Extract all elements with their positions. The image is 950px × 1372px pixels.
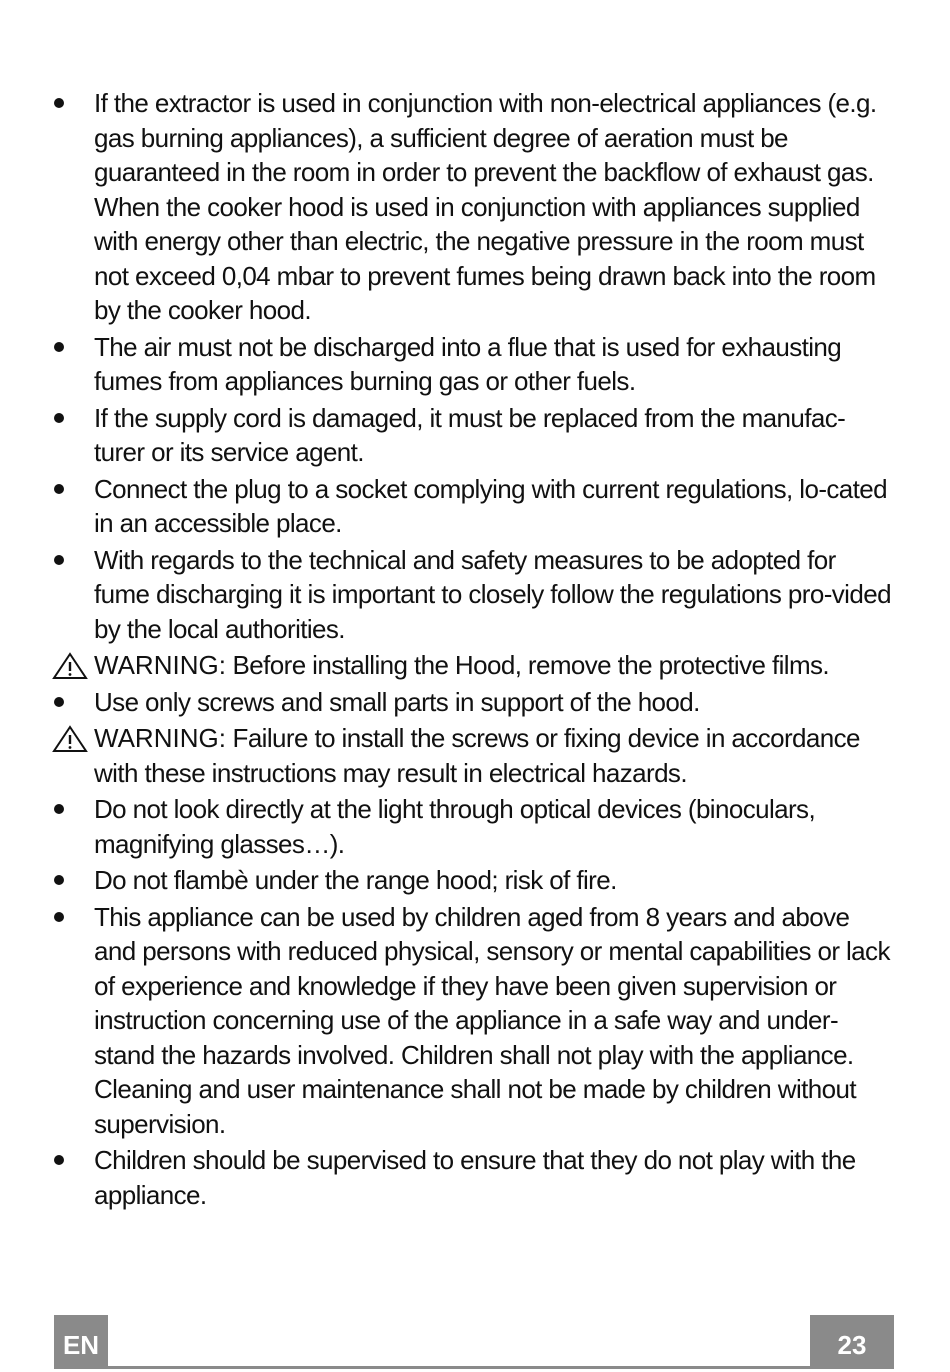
list-item: [52, 86, 892, 328]
item-text: Connect the plug to a socket complying with current regulations, lo-cated in an accessible place.: [94, 473, 887, 538]
list-item: [52, 900, 892, 1142]
item-text: Do not look directly at the light through optical devices (binoculars, magnifying glasses…).: [94, 794, 816, 859]
item-text: The air must not be discharged into a flue that is used for exhausting fumes from appliances burning gas or other fuels.: [94, 331, 842, 396]
bullet-dot-icon: [54, 555, 64, 565]
safety-instructions-list: [52, 86, 892, 1214]
list-item: [52, 792, 892, 861]
warning-label: WARNING:: [94, 650, 226, 680]
page-number: 23: [837, 1330, 867, 1360]
warning-label: WARNING:: [94, 723, 226, 753]
warning-triangle-icon: [52, 725, 88, 753]
bullet-dot-icon: [54, 1155, 64, 1165]
bullet-dot-icon: [54, 484, 64, 494]
list-item: [52, 685, 892, 720]
list-item: [52, 863, 892, 898]
list-item: [52, 401, 892, 470]
bullet-dot-icon: [54, 875, 64, 885]
warning-text: Before installing the Hood, remove the protective films.: [225, 650, 830, 680]
item-text: Children should be supervised to ensure that they do not play with the appliance.: [94, 1145, 856, 1210]
warning-triangle-icon: [52, 652, 88, 680]
warning-item: [52, 648, 892, 683]
bullet-dot-icon: [54, 342, 64, 352]
language-label: EN: [62, 1330, 100, 1360]
item-text: With regards to the technical and safety measures to be adopted for fume discharging it is important to closely follow the regulations pro-vided by the local authorities.: [94, 544, 891, 644]
warning-item: [52, 721, 892, 790]
item-text: If the supply cord is damaged, it must be replaced from the manufac-turer or its service agent.: [94, 402, 846, 467]
list-item: [52, 330, 892, 399]
item-text: Use only screws and small parts in support of the hood.: [94, 686, 700, 717]
list-item: [52, 1143, 892, 1212]
list-item: [52, 472, 892, 541]
language-badge: [54, 1315, 108, 1369]
item-text: Do not flambè under the range hood; risk of fire.: [94, 865, 617, 895]
list-item: [52, 543, 892, 647]
bullet-dot-icon: [54, 413, 64, 423]
footer-divider: [108, 1366, 810, 1369]
item-text: If the extractor is used in conjunction with non-electrical appliances (e.g. gas burning appliances), a sufficient degree of aeration must be guaranteed in the room in order to prevent the backflow of exhaust gas. When the cooker hood is used in conjunction with appliances supplied with energy other than electric, the negative pressure in the room must not exceed 0,04 mbar to prevent fumes being drawn back into the room by the cooker hood.: [94, 88, 877, 325]
bullet-dot-icon: [54, 912, 64, 922]
bullet-dot-icon: [54, 98, 64, 108]
bullet-dot-icon: [54, 804, 64, 814]
bullet-dot-icon: [54, 697, 64, 707]
warning-text: Failure to install the screws or fixing device in accordance with these instructions may result in electrical hazards.: [94, 723, 860, 788]
page-number-badge: [810, 1315, 894, 1369]
item-text: This appliance can be used by children aged from 8 years and above and persons with reduced physical, sensory or mental capabilities or lack of experience and knowledge if they have been given supervision or instruction concerning use of the appliance in a safe way and under-stand the hazards involved. Children shall not play with the appliance. Cleaning and user maintenance shall not be made by children without supervision.: [94, 901, 890, 1139]
